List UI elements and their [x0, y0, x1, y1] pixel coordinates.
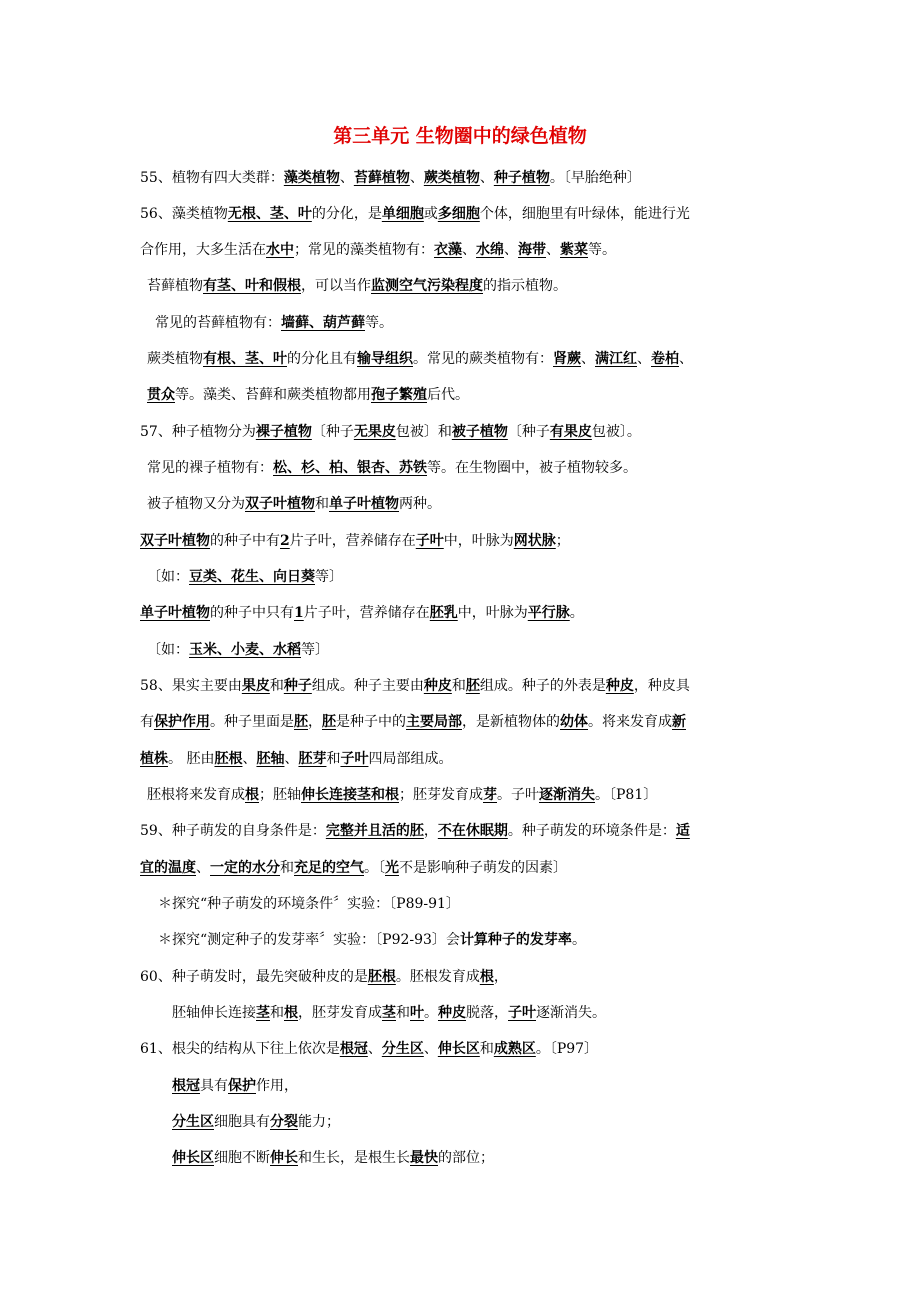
- text-run: ，可以当作: [301, 278, 371, 294]
- text-run: 〔种子: [507, 424, 550, 440]
- page-title: 第三单元 生物圈中的绿色植物: [333, 125, 587, 147]
- key-term: 充足的空气: [294, 860, 364, 876]
- text-run: 、: [423, 1041, 438, 1057]
- text-run: 、: [546, 242, 560, 258]
- text-line: [140, 821, 690, 841]
- key-term: 豆类、花生、向日葵: [189, 569, 315, 585]
- key-term: 完整并且活的胚: [325, 823, 424, 839]
- key-term: 蕨类植物: [423, 170, 480, 186]
- text-run: ＊探究“种子萌发的环境条件〞实验：〔P89-91〕: [158, 896, 460, 912]
- key-term: 单细胞: [381, 206, 424, 222]
- text-run: 细胞不断: [214, 1150, 270, 1166]
- key-term: 多细胞: [437, 206, 480, 222]
- text-line: [147, 785, 657, 805]
- key-term: 衣藻: [434, 242, 462, 258]
- key-term: 单子叶植物: [140, 605, 210, 621]
- text-run: 两种。: [399, 496, 441, 512]
- text-run: 。子叶: [497, 787, 539, 803]
- text-run: 等。藻类、苔藓和蕨类植物都用: [175, 387, 371, 403]
- text-run: 组成。种子主要由: [311, 678, 424, 694]
- key-term: 子叶: [415, 533, 444, 549]
- text-run: 、: [196, 860, 210, 876]
- text-line: [147, 276, 567, 296]
- text-line: [140, 422, 641, 442]
- text-line: [158, 894, 460, 914]
- key-term: 伸长连接茎和根: [301, 787, 399, 803]
- text-run: 和: [437, 424, 452, 440]
- key-term: 伸长区: [172, 1150, 214, 1166]
- text-run: 。: [626, 424, 641, 440]
- key-term: 保护作用: [154, 714, 210, 730]
- key-term: 种皮: [423, 678, 452, 694]
- key-term: 网状脉: [513, 533, 556, 549]
- key-term: 无根、茎、叶: [227, 206, 312, 222]
- text-line: [140, 749, 452, 769]
- text-run: ；常见的藻类植物有：: [294, 242, 434, 258]
- text-run: 60、种子萌发时，最先突破种皮的是: [140, 969, 368, 985]
- key-term: 光: [385, 860, 399, 876]
- text-run: 和: [269, 678, 284, 694]
- text-run: 等。在生物圈中，被子植物较多。: [427, 460, 637, 476]
- key-term: 子叶: [340, 751, 369, 767]
- key-term: 茎: [382, 1005, 396, 1021]
- text-run: 等〕: [315, 569, 343, 585]
- text-run: ，种皮具: [633, 678, 690, 694]
- key-term: 根: [284, 1005, 298, 1021]
- text-run: ，: [423, 823, 438, 839]
- text-run: 57、种子植物分为: [140, 424, 256, 440]
- key-term: 水绵: [476, 242, 504, 258]
- text-run: 个体，细胞里有叶绿体，能进行光: [479, 206, 690, 222]
- text-run: 。种子萌发的环境条件是：: [507, 823, 676, 839]
- text-run: 、: [479, 170, 494, 186]
- key-term: 子叶: [508, 1005, 536, 1021]
- text-run: 等。: [365, 315, 393, 331]
- text-run: ；胚轴: [259, 787, 301, 803]
- text-run: 。 胚由: [168, 751, 215, 767]
- text-run: 56、藻类植物: [140, 206, 228, 222]
- key-term: 紫菜: [560, 242, 588, 258]
- text-run: 〔如：: [147, 642, 189, 658]
- key-term: 单子叶植物: [329, 496, 399, 512]
- key-term: 茎: [256, 1005, 270, 1021]
- text-run: ；胚芽发育成: [399, 787, 483, 803]
- text-run: 等。: [588, 242, 616, 258]
- text-run: 、: [367, 1041, 382, 1057]
- text-run: 、: [504, 242, 518, 258]
- text-run: 常见的苔藓植物有：: [155, 315, 281, 331]
- text-run: 细胞具有: [214, 1114, 270, 1130]
- text-line: [140, 858, 567, 878]
- text-run: 包被〕: [395, 424, 438, 440]
- text-line: [140, 967, 508, 987]
- text-line: [172, 1148, 494, 1168]
- text-run: 等〕: [301, 642, 329, 658]
- text-run: 59、种子萌发的自身条件是：: [140, 823, 326, 839]
- key-term: 根冠: [172, 1078, 200, 1094]
- key-term: 胚: [465, 678, 480, 694]
- text-run: 中，叶脉为: [457, 605, 528, 621]
- text-line: [140, 168, 641, 188]
- text-run: 和: [479, 1041, 494, 1057]
- key-term: 宜的温度: [140, 860, 196, 876]
- key-term: 胚轴: [256, 751, 285, 767]
- text-run: 。: [571, 932, 586, 948]
- key-term: 贯众: [147, 387, 175, 403]
- text-run: 被子植物又分为: [147, 496, 245, 512]
- text-run: 。常见的蕨类植物有：: [413, 351, 553, 367]
- text-run: 或: [423, 206, 438, 222]
- text-run: 。胚根发育成: [395, 969, 480, 985]
- text-run: ，是新植物体的: [462, 714, 560, 730]
- text-run: 、: [242, 751, 257, 767]
- key-term: 胚: [322, 714, 336, 730]
- text-run: 的种子中只有: [210, 605, 294, 621]
- text-run: 、: [462, 242, 476, 258]
- key-term: 植株: [140, 751, 168, 767]
- key-term: 一定的水分: [210, 860, 280, 876]
- text-line: [140, 712, 686, 732]
- key-term: 种子植物: [493, 170, 550, 186]
- text-run: 。: [569, 605, 584, 621]
- key-term: 种皮: [438, 1005, 466, 1021]
- text-run: 是种子中的: [336, 714, 406, 730]
- text-run: 作用，: [256, 1078, 298, 1094]
- text-run: 、: [339, 170, 354, 186]
- text-run: 片子叶，营养储存在: [289, 533, 416, 549]
- text-run: ，: [308, 714, 322, 730]
- key-term: 有茎、叶和假根: [203, 278, 301, 294]
- text-run: 苔藓植物: [147, 278, 203, 294]
- text-run: 有: [140, 714, 154, 730]
- text-run: 。〔P97〕: [535, 1041, 599, 1057]
- key-term: 平行脉: [527, 605, 570, 621]
- key-term: 藻类植物: [283, 170, 340, 186]
- key-term: 逐渐消失: [539, 787, 595, 803]
- key-term: 松、杉、柏、银杏、苏铁: [273, 460, 427, 476]
- text-run: 包被〕: [591, 424, 627, 440]
- text-line: [155, 313, 393, 333]
- key-term: 墙藓、葫芦藓: [281, 315, 365, 331]
- text-run: 和: [280, 860, 294, 876]
- text-run: 55、植物有四大类群：: [140, 170, 284, 186]
- key-term: 芽: [483, 787, 497, 803]
- text-line: [140, 204, 690, 224]
- key-term: 苔藓植物: [353, 170, 410, 186]
- text-run: 后代。: [427, 387, 469, 403]
- key-term: 幼体: [560, 714, 588, 730]
- text-run: 。〔早胎绝种〕: [549, 170, 641, 186]
- text-run: 、: [284, 751, 299, 767]
- key-term: 最快: [410, 1150, 438, 1166]
- text-run: 、: [581, 351, 595, 367]
- text-run: 和: [396, 1005, 410, 1021]
- key-term: 主要局部: [406, 714, 462, 730]
- text-line: [147, 640, 329, 660]
- key-term: 裸子植物: [255, 424, 312, 440]
- key-term: 保护: [228, 1078, 256, 1094]
- key-term: 双子叶植物: [245, 496, 315, 512]
- key-term: 满江红: [595, 351, 637, 367]
- text-run: 58、果实主要由: [140, 678, 242, 694]
- text-run: 组成。种子的外表是: [479, 678, 606, 694]
- key-term: 成熟区: [493, 1041, 536, 1057]
- key-term: 无果皮: [353, 424, 396, 440]
- text-line: [172, 1003, 606, 1023]
- text-run: 蕨类植物: [147, 351, 203, 367]
- key-term: 种子: [283, 678, 312, 694]
- text-line: [140, 603, 584, 623]
- text-run: 的部位；: [438, 1150, 494, 1166]
- key-term: 分裂: [270, 1114, 298, 1130]
- bold-text: 计算种子的发芽率: [459, 932, 572, 948]
- key-term: 水中: [266, 242, 294, 258]
- text-run: 。〔: [364, 860, 385, 876]
- key-term: 卷柏: [651, 351, 679, 367]
- text-run: ；: [555, 533, 570, 549]
- text-run: 胚根将来发育成: [147, 787, 245, 803]
- text-line: [147, 567, 343, 587]
- text-run: 中，叶脉为: [443, 533, 514, 549]
- text-run: 脱落，: [466, 1005, 508, 1021]
- key-term: 种皮: [605, 678, 634, 694]
- text-run: 61、根尖的结构从下往上依次是: [140, 1041, 340, 1057]
- key-term: 伸长区: [437, 1041, 480, 1057]
- text-run: 的指示植物。: [483, 278, 567, 294]
- text-line: [140, 240, 616, 260]
- key-term: 2: [280, 533, 290, 549]
- text-run: 、: [679, 351, 693, 367]
- key-term: 胚根: [214, 751, 243, 767]
- key-term: 根冠: [339, 1041, 368, 1057]
- text-line: [147, 494, 441, 514]
- text-run: 合作用，大多生活在: [140, 242, 266, 258]
- key-term: 被子植物: [451, 424, 508, 440]
- key-term: 监测空气污染程度: [371, 278, 483, 294]
- text-run: 。将来发育成: [588, 714, 672, 730]
- text-run: 片子叶，营养储存在: [303, 605, 430, 621]
- key-term: 1: [294, 605, 304, 621]
- text-run: 四局部组成。: [368, 751, 453, 767]
- text-run: 。〔P81〕: [595, 787, 658, 803]
- key-term: 有根、茎、叶: [203, 351, 287, 367]
- text-run: 、: [637, 351, 651, 367]
- text-run: 。: [424, 1005, 438, 1021]
- text-run: 〔种子: [311, 424, 354, 440]
- text-run: 能力；: [298, 1114, 340, 1130]
- key-term: 新: [672, 714, 686, 730]
- key-term: 叶: [410, 1005, 424, 1021]
- key-term: 果皮: [241, 678, 270, 694]
- text-run: 。种子里面是: [210, 714, 294, 730]
- key-term: 分生区: [381, 1041, 424, 1057]
- key-term: 胚根: [367, 969, 396, 985]
- text-line: [147, 349, 693, 369]
- key-term: 适: [675, 823, 690, 839]
- text-run: ，: [493, 969, 508, 985]
- key-term: 肾蕨: [553, 351, 581, 367]
- text-run: 不是影响种子萌发的因素〕: [399, 860, 567, 876]
- text-run: 〔如：: [147, 569, 189, 585]
- text-run: 和: [270, 1005, 284, 1021]
- key-term: 伸长: [270, 1150, 298, 1166]
- text-run: 具有: [200, 1078, 228, 1094]
- text-line: [172, 1112, 340, 1132]
- text-line: [158, 930, 586, 950]
- key-term: 双子叶植物: [140, 533, 210, 549]
- text-run: 常见的裸子植物有：: [147, 460, 273, 476]
- key-term: 不在休眠期: [437, 823, 508, 839]
- text-line: [147, 458, 637, 478]
- key-term: 分生区: [172, 1114, 214, 1130]
- text-run: 和: [451, 678, 466, 694]
- text-run: ＊探究“测定种子的发芽率〞实验：〔P92-93〕会: [158, 932, 460, 948]
- key-term: 根: [479, 969, 494, 985]
- text-run: 和: [326, 751, 341, 767]
- text-run: 和生长，是根生长: [298, 1150, 410, 1166]
- key-term: 有果皮: [549, 424, 592, 440]
- text-line: [140, 531, 570, 551]
- key-term: 玉米、小麦、水稻: [189, 642, 301, 658]
- text-run: 、: [409, 170, 424, 186]
- key-term: 胚: [294, 714, 308, 730]
- text-run: 的分化且有: [287, 351, 357, 367]
- text-line: [140, 1039, 598, 1059]
- key-term: 胚乳: [429, 605, 458, 621]
- text-line: [140, 676, 690, 696]
- key-term: 胚芽: [298, 751, 327, 767]
- text-line: [172, 1076, 298, 1096]
- text-run: 胚轴伸长连接: [172, 1005, 256, 1021]
- text-run: 和: [315, 496, 329, 512]
- text-run: 的种子中有: [210, 533, 280, 549]
- text-run: ，胚芽发育成: [298, 1005, 382, 1021]
- key-term: 孢子繁殖: [371, 387, 427, 403]
- key-term: 海带: [518, 242, 546, 258]
- text-line: [147, 385, 469, 405]
- key-term: 根: [245, 787, 259, 803]
- text-run: 的分化，是: [311, 206, 382, 222]
- text-run: 逐渐消失。: [536, 1005, 606, 1021]
- key-term: 输导组织: [357, 351, 413, 367]
